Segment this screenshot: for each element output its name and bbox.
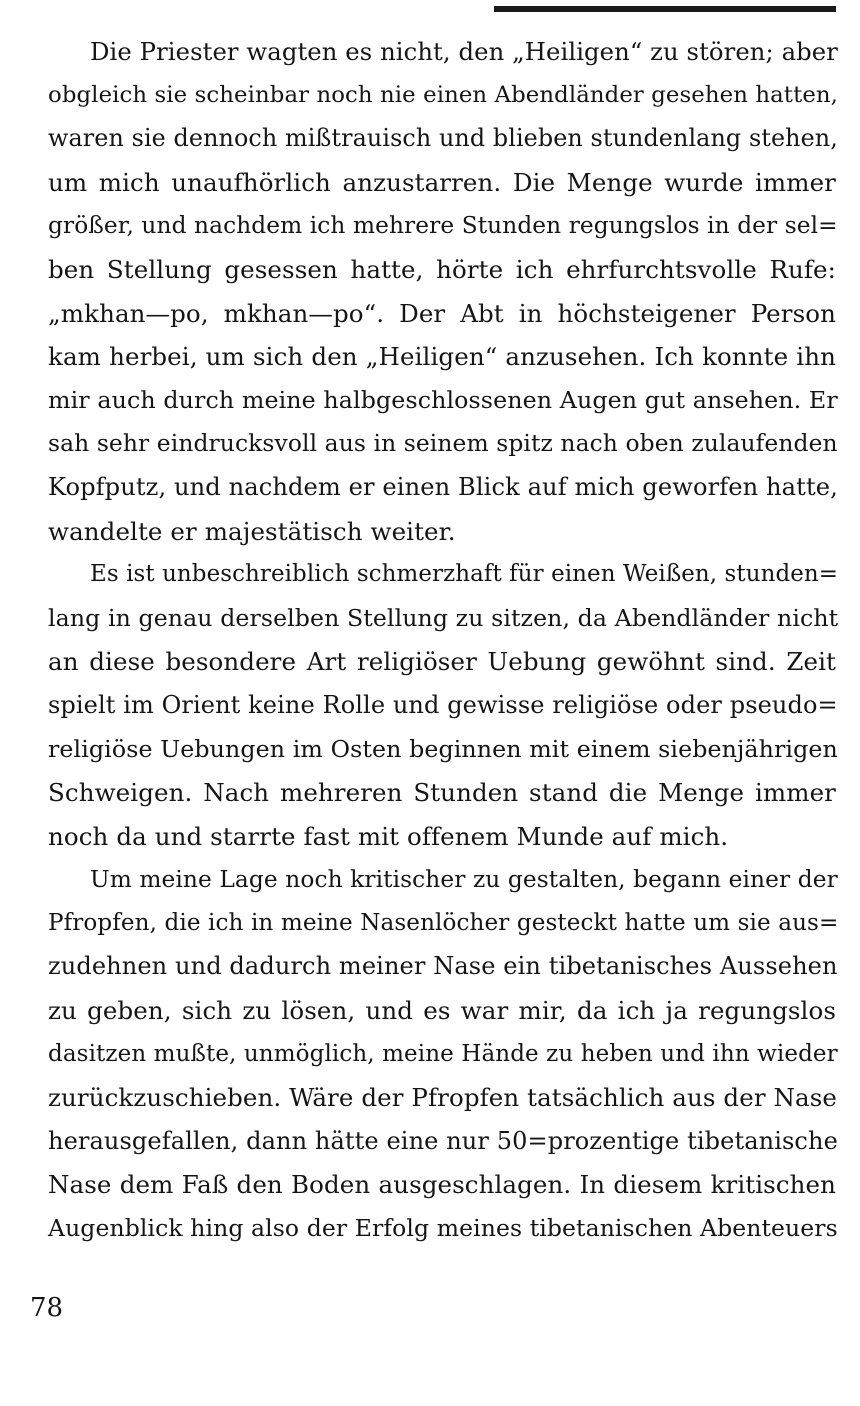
text-line: Nase dem Faß den Boden ausgeschlagen. In diesem kritischen bbox=[48, 1170, 836, 1200]
text-line: Es ist unbeschreiblich schmerzhaft für einen Weißen, stunden= bbox=[90, 561, 839, 588]
text-line: Augenblick hing also der Erfolg meines tibetanischen Abenteuers bbox=[48, 1214, 838, 1243]
text-line: waren sie dennoch mißtrauisch und blieben stundenlang stehen, bbox=[48, 124, 838, 153]
text-line: Kopfputz, und nachdem er einen Blick auf mich geworfen hatte, bbox=[48, 472, 838, 501]
text-line: um mich unaufhörlich anzustarren. Die Menge wurde immer bbox=[48, 167, 836, 197]
text-line: obgleich sie scheinbar noch nie einen Abendländer gesehen hatten, bbox=[48, 81, 839, 108]
top-rule bbox=[494, 6, 836, 12]
text-line: religiöse Uebungen im Osten beginnen mit einem siebenjährigen bbox=[48, 734, 838, 763]
text-line: größer, und nachdem ich mehrere Stunden regungslos in der sel= bbox=[48, 212, 838, 240]
text-line: zurückzuschieben. Wäre der Pfropfen tatsächlich aus der Nase bbox=[48, 1083, 838, 1113]
text-line: noch da und starrte fast mit offenem Munde auf mich. bbox=[48, 821, 729, 851]
text-line: dasitzen mußte, unmöglich, meine Hände zu heben und ihn wieder bbox=[48, 1040, 838, 1067]
text-line: sah sehr eindrucksvoll aus in seinem spitz nach oben zulaufenden bbox=[48, 429, 838, 458]
text-line: kam herbei, um sich den „Heiligen“ anzusehen. Ich konnte ihn bbox=[48, 342, 836, 372]
text-line: spielt im Orient keine Rolle und gewisse religiöse oder pseudo= bbox=[48, 690, 838, 719]
text-line: Um meine Lage noch kritischer zu gestalten, begann einer der bbox=[90, 866, 838, 894]
paragraph bbox=[48, 858, 839, 1250]
text-line: herausgefallen, dann hätte eine nur 50=prozentige tibetanische bbox=[48, 1126, 838, 1155]
text-line: Schweigen. Nach mehreren Stunden stand die Menge immer bbox=[48, 778, 836, 808]
page-text bbox=[48, 30, 839, 1251]
text-line: ben Stellung gesessen hatte, hörte ich ehrfurchtsvolle Rufe: bbox=[48, 254, 836, 284]
text-line: zu geben, sich zu lösen, und es war mir, da ich ja regungslos bbox=[48, 996, 836, 1026]
text-line: lang in genau derselben Stellung zu sitzen, da Abendländer nicht bbox=[48, 603, 839, 632]
page-number: 78 bbox=[30, 1293, 64, 1323]
text-line: mir auch durch meine halbgeschlossenen Augen gut ansehen. Er bbox=[48, 385, 838, 414]
text-line: wandelte er majestätisch weiter. bbox=[48, 516, 456, 546]
text-line: Pfropfen, die ich in meine Nasenlöcher gesteckt hatte um sie aus= bbox=[48, 909, 839, 936]
paragraph bbox=[48, 30, 839, 553]
paragraph bbox=[48, 553, 839, 858]
text-line: zudehnen und dadurch meiner Nase ein tibetanisches Aussehen bbox=[48, 952, 838, 981]
text-line: an diese besondere Art religiöser Uebung gewöhnt sind. Zeit bbox=[48, 647, 836, 677]
text-line: „mkhan—po, mkhan—po“. Der Abt in höchsteigener Person bbox=[48, 298, 836, 328]
text-line: Die Priester wagten es nicht, den „Heiligen“ zu stören; aber bbox=[90, 37, 838, 66]
